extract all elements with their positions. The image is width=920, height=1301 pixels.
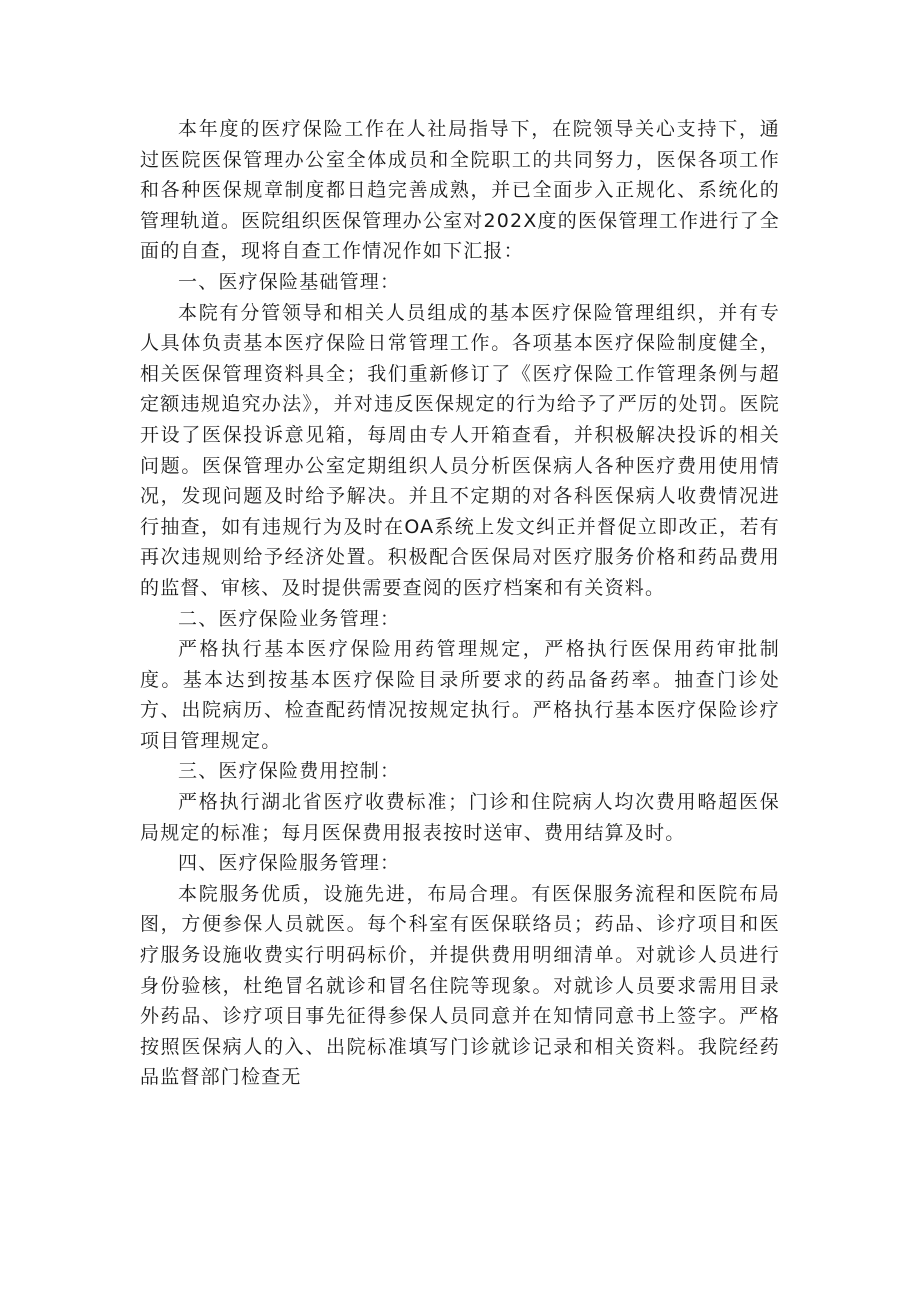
section-2-heading: 二、医疗保险业务管理： (178, 607, 401, 630)
section-4-body: 本院服务优质，设施先进，布局合理。有医保服务流程和医院布局图，方便参保人员就医。每个科室有医保联络员；药品、诊疗项目和医疗服务设施收费实行明码标价，并提供费用明细清单。对就诊人员进行身份验核，杜绝冒名就诊和冒名住院等现象。对就诊人员要求需用目录外药品、诊疗项目事先征得参保人员同意并在知情同意书上签字。严格按照医保病人的入、出院标准填写门诊就诊记录和相关资料。我院经药品监督部门检查无 (140, 882, 780, 1089)
section-3-body: 严格执行湖北省医疗收费标准；门诊和住院病人均次费用略超医保局规定的标准；每月医保费用报表按时送审、费用结算及时。 (140, 791, 780, 844)
intro-paragraph: 本年度的医疗保险工作在人社局指导下，在院领导关心支持下，通过医院医保管理办公室全体成员和全院职工的共同努力，医保各项工作和各种医保规章制度都日趋完善成熟，并已全面步入正规化、系统化的管理轨道。医院组织医保管理办公室对202X度的医保管理工作进行了全面的自查，现将自查工作情况作如下汇报： (140, 118, 780, 263)
section-4-heading: 四、医疗保险服务管理： (178, 852, 401, 875)
section-1-body: 本院有分管领导和相关人员组成的基本医疗保险管理组织，并有专人具体负责基本医疗保险日常管理工作。各项基本医疗保险制度健全，相关医保管理资料具全；我们重新修订了《医疗保险工作管理条例与超定额违规追究办法》，并对违反医保规定的行为给予了严厉的处罚。医院开设了医保投诉意见箱，每周由专人开箱查看，并积极解决投诉的相关问题。医保管理办公室定期组织人员分析医保病人各种医疗费用使用情况，发现问题及时给予解决。并且不定期的对各科医保病人收费情况进行抽查，如有违规行为及时在OA系统上发文纠正并督促立即改正，若有再次违规则给予经济处置。积极配合医保局对医疗服务价格和药品费用的监督、审核、及时提供需要查阅的医疗档案和有关资料。 (140, 301, 780, 599)
section-2-body: 严格执行基本医疗保险用药管理规定，严格执行医保用药审批制度。基本达到按基本医疗保险目录所要求的药品备药率。抽查门诊处方、出院病历、检查配药情况按规定执行。严格执行基本医疗保险诊疗项目管理规定。 (140, 638, 780, 752)
section-1-heading: 一、医疗保险基础管理： (178, 270, 401, 293)
document-page (140, 114, 780, 1093)
section-3-heading: 三、医疗保险费用控制： (178, 760, 401, 783)
